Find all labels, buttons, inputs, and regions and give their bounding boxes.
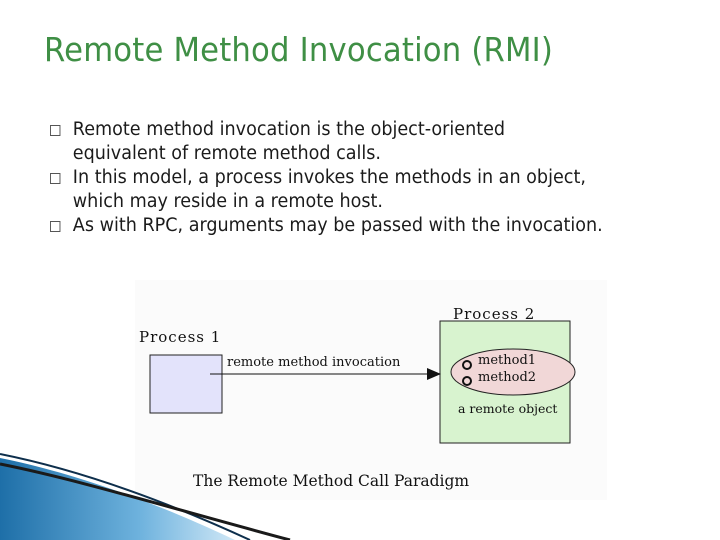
- arrow-label: remote method invocation: [227, 355, 401, 370]
- bullet-list: [50, 118, 715, 238]
- bullet-item-2: [50, 166, 682, 214]
- method1-label: method1: [478, 353, 537, 368]
- decorative-swoosh: [0, 450, 300, 540]
- bullet-3-line-1: As with RPC, arguments may be passed with the invocation.: [72, 215, 603, 236]
- bullet-square-icon: [50, 221, 60, 232]
- process1-label: Process 1: [139, 328, 222, 346]
- bullet-1-line-2: equivalent of remote method calls.: [72, 143, 382, 164]
- remote-object-label: a remote object: [458, 401, 558, 416]
- process1-box: [150, 355, 222, 413]
- bullet-square-icon: [50, 125, 60, 136]
- method2-label: method2: [478, 370, 537, 385]
- bullet-square-icon: [50, 173, 60, 184]
- bullet-1-line-1: Remote method invocation is the object-oriented: [72, 119, 506, 140]
- process2-label: Process 2: [453, 305, 536, 323]
- invocation-arrowhead: [427, 368, 441, 380]
- bullet-item-3: [50, 214, 682, 238]
- diagram-caption: The Remote Method Call Paradigm: [193, 472, 470, 490]
- bullet-item-1: [50, 118, 682, 166]
- slide-title: Remote Method Invocation (RMI): [44, 30, 554, 69]
- bullet-2-line-1: In this model, a process invokes the methods in an object,: [72, 167, 586, 188]
- bullet-2-line-2: which may reside in a remote host.: [72, 191, 384, 212]
